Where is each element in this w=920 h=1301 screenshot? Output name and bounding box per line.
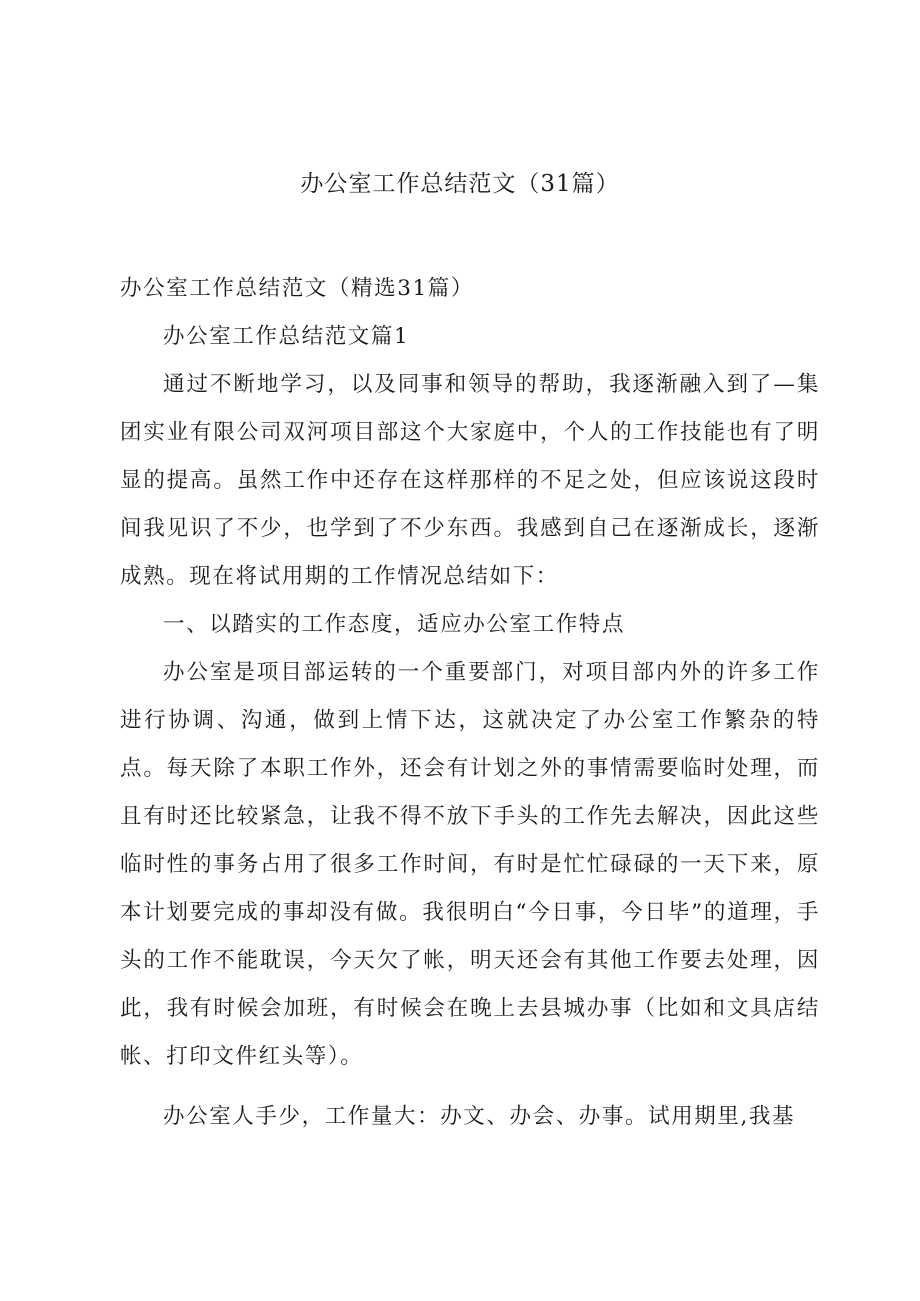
document-subtitle: 办公室工作总结范文（精选31篇） bbox=[120, 276, 474, 301]
document-body bbox=[120, 265, 820, 1141]
section-heading: 办公室工作总结范文篇1 bbox=[163, 324, 410, 349]
paragraph-office-work: 办公室是项目部运转的一个重要部门，对项目部内外的许多工作进行协调、沟通，做到上情下达，这就决定了办公室工作繁杂的特点。每天除了本职工作外，还会有计划之外的事情需要临时处理，而且有时还比较紧急，让我不得不放下手头的工作先去解决，因此这些临时性的事务占用了很多工作时间，有时是忙忙碌碌的一天下来，原本计划要完成的事却没有做。我很明白“今日事，今日毕”的道理，手头的工作不能耽误，今天欠了帐，明天还会有其他工作要去处理，因此，我有时候会加班，有时候会在晚上去县城办事（比如和文具店结帐、打印文件红头等）。 bbox=[120, 660, 820, 1069]
paragraph-intro: 通过不断地学习，以及同事和领导的帮助，我逐渐融入到了—集团实业有限公司双河项目部这个大家庭中，个人的工作技能也有了明显的提高。虽然工作中还存在这样那样的不足之处，但应该说这段时间我见识了不少，也学到了不少东西。我感到自己在逐渐成长，逐渐成熟。现在将试用期的工作情况总结如下： bbox=[120, 372, 820, 589]
document-title: 办公室工作总结范文（31篇） bbox=[300, 171, 620, 197]
paragraph-heading-one: 一、以踏实的工作态度，适应办公室工作特点 bbox=[163, 612, 626, 637]
paragraph-workload: 办公室人手少，工作量大：办文、办会、办事。试用期里,我基 bbox=[163, 1104, 796, 1129]
